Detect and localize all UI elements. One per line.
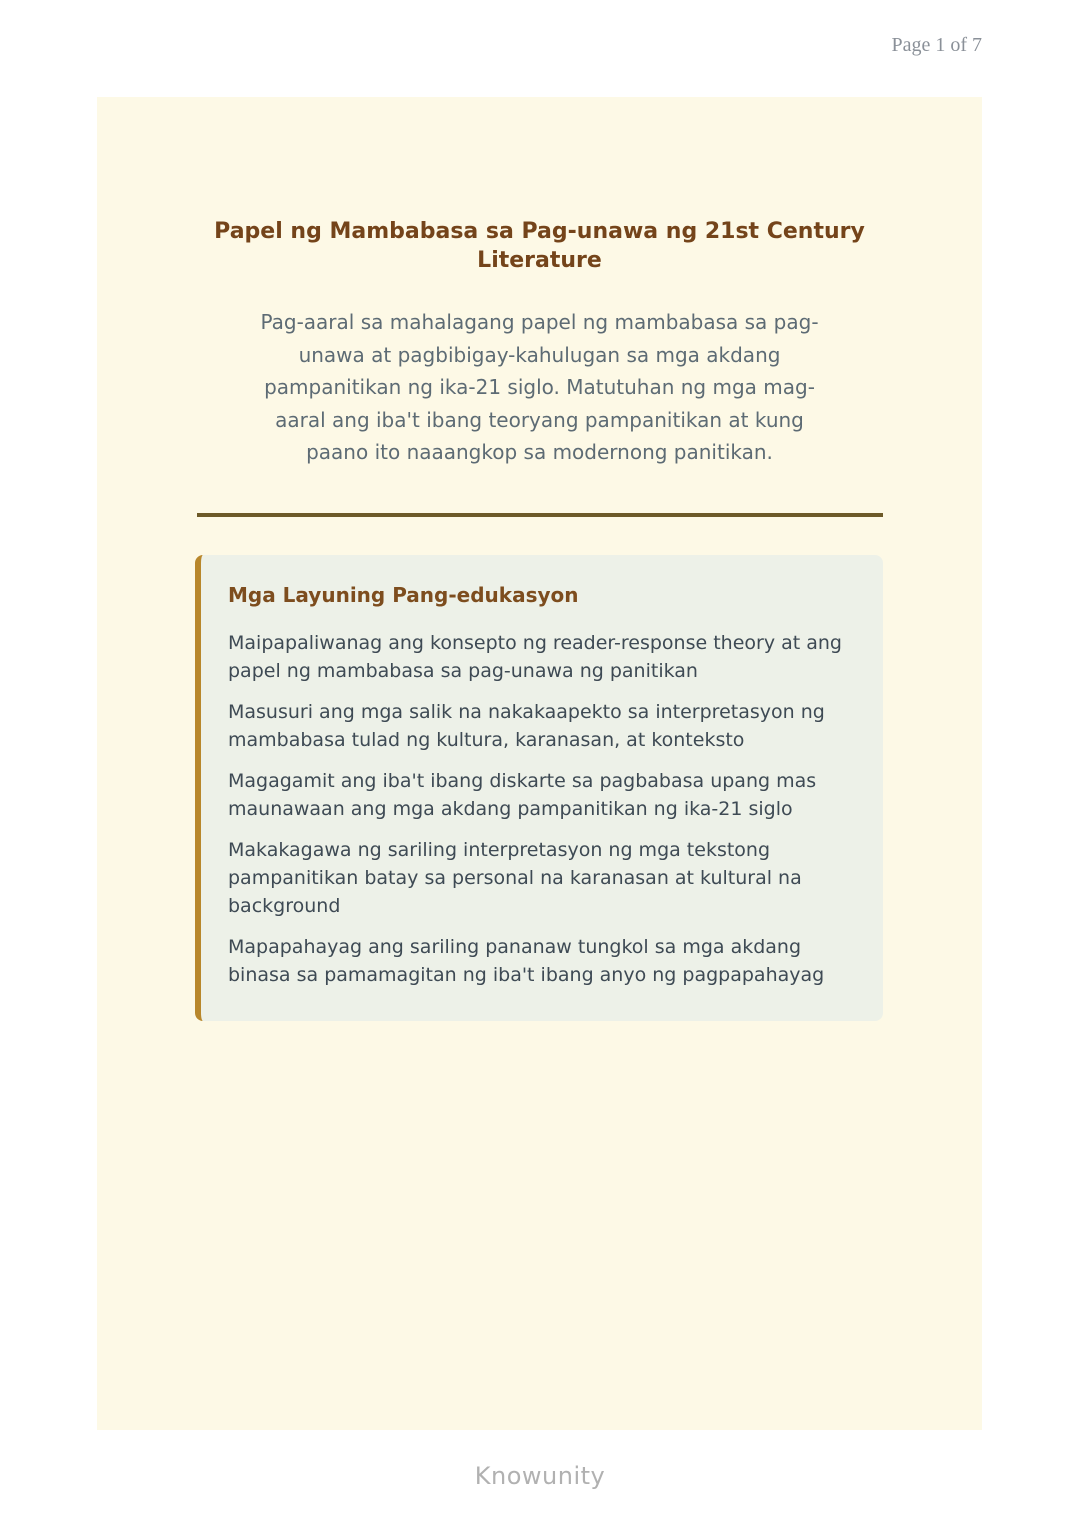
document-title: Papel ng Mambabasa sa Pag-unawa ng 21st Century Literature xyxy=(214,219,865,273)
document-page xyxy=(97,97,982,1430)
objective-item: Maipapaliwanag ang konsepto ng reader-response theory at ang papel ng mambabasa sa pag-unawa ng panitikan xyxy=(228,631,842,682)
page-indicator: Page 1 of 7 xyxy=(891,34,982,56)
brand-footer: Knowunity xyxy=(474,1462,606,1490)
objective-item: Magagamit ang iba't ibang diskarte sa pagbabasa upang mas maunawaan ang mga akdang pampanitikan ng ika-21 siglo xyxy=(228,769,817,820)
objectives-heading: Mga Layuning Pang-edukasyon xyxy=(228,582,579,607)
objective-item: Masusuri ang mga salik na nakakaapekto sa interpretasyon ng mambabasa tulad ng kultura, karanasan, at konteksto xyxy=(228,700,825,751)
objectives-box xyxy=(195,555,883,1021)
objective-item: Makakagawa ng sariling interpretasyon ng mga tekstong pampanitikan batay sa personal na karanasan at kultural na background xyxy=(228,838,802,917)
section-divider xyxy=(197,513,883,517)
document-intro: Pag-aaral sa mahalagang papel ng mambabasa sa pag-unawa at pagbibigay-kahulugan sa mga akdang pampanitikan ng ika-21 siglo. Matutuhan ng mga mag-aaral ang iba't ibang teoryang pampanitikan at kung paano ito naaangkop sa modernong panitikan. xyxy=(260,310,819,465)
objective-item: Mapapahayag ang sariling pananaw tungkol sa mga akdang binasa sa pamamagitan ng iba't ibang anyo ng pagpapahayag xyxy=(228,935,825,986)
